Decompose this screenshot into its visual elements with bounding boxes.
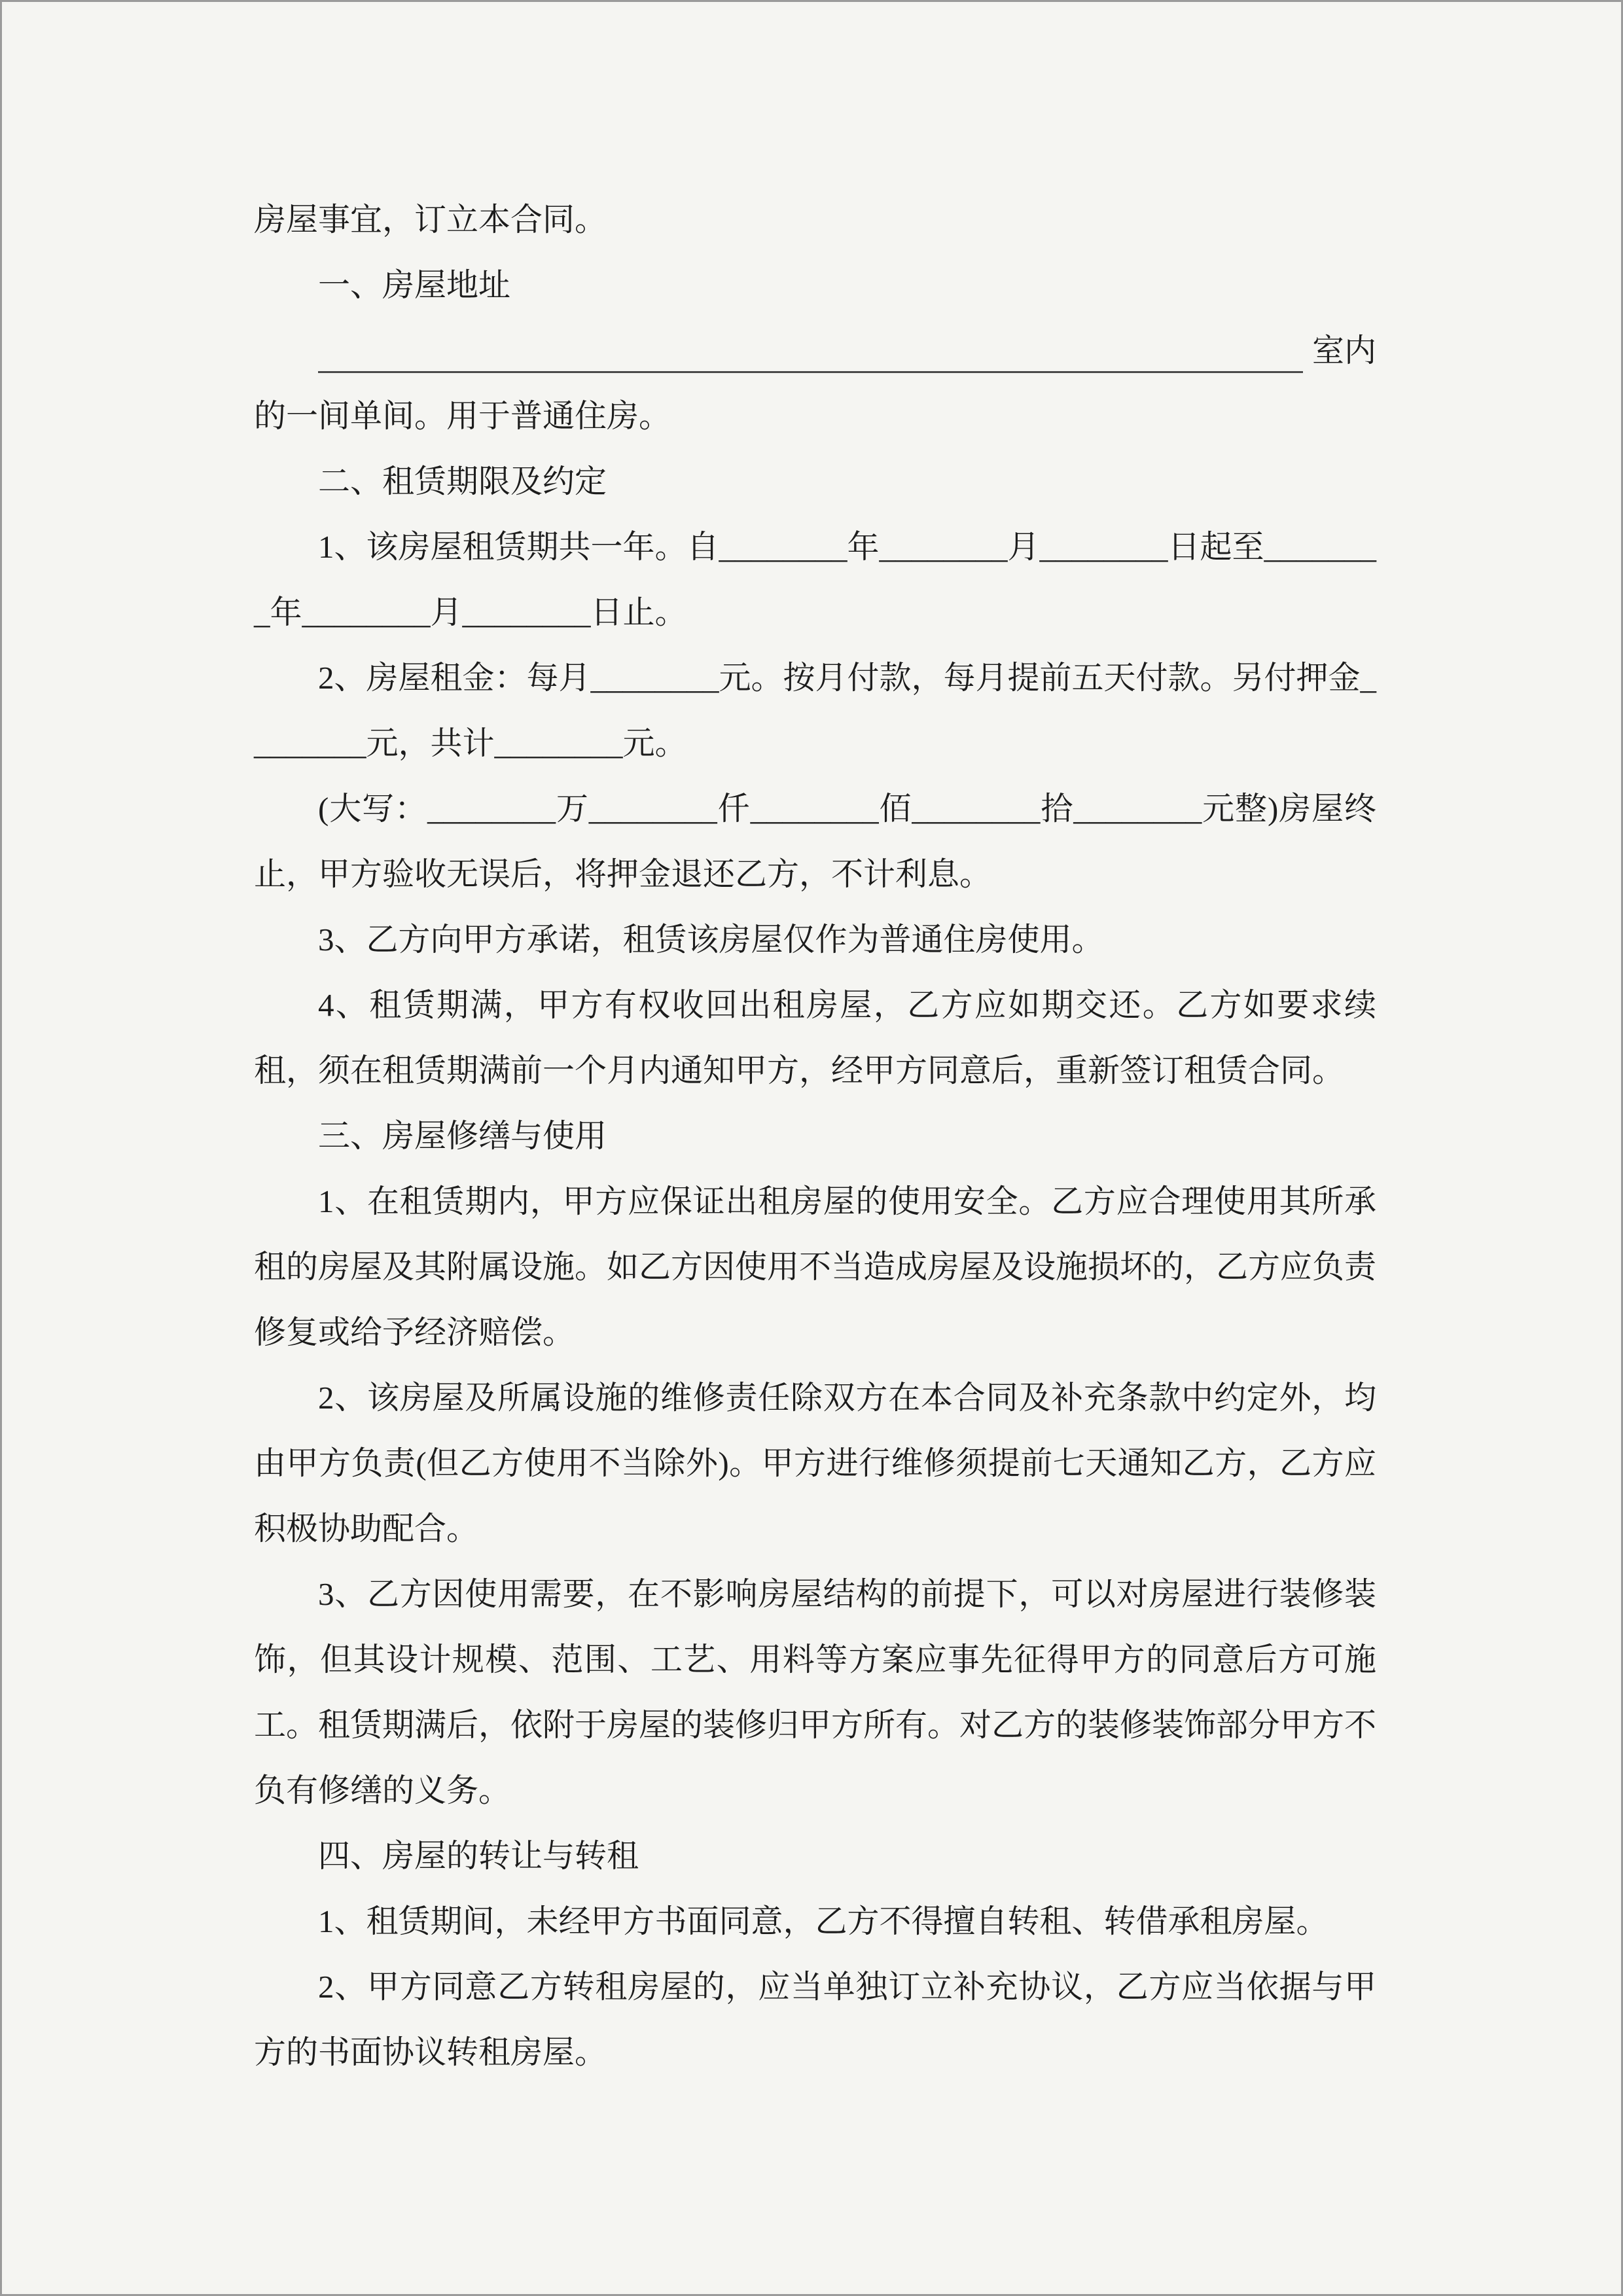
paragraph: 一、房屋地址 bbox=[318, 267, 511, 303]
paragraph: 4、租赁期满，甲方有权收回出租房屋，乙方应如期交还。乙方如要求续租，须在租赁期满前一个月内通知甲方，经甲方同意后，重新签订租赁合同。 bbox=[254, 987, 1376, 1088]
paragraph: 1、在租赁期内，甲方应保证出租房屋的使用安全。乙方应合理使用其所承租的房屋及其附属设施。如乙方因使用不当造成房屋及设施损坏的，乙方应负责修复或给予经济赔偿。 bbox=[254, 1183, 1377, 1350]
paragraph: 2、甲方同意乙方转租房屋的，应当单独订立补充协议，乙方应当依据与甲方的书面协议转租房屋。 bbox=[254, 1969, 1376, 2070]
paragraph: 2、房屋租金：每月________元。按月付款，每月提前五天付款。另付押金________元，共计________元。 bbox=[254, 660, 1377, 761]
address-label: 室内 bbox=[1311, 332, 1376, 368]
paragraph: 1、租赁期间，未经甲方书面同意，乙方不得擅自转租、转借承租房屋。 bbox=[318, 1903, 1329, 1939]
paragraph: 2、该房屋及所属设施的维修责任除双方在本合同及补充条款中约定外，均由甲方负责(但乙方使用不当除外)。甲方进行维修须提前七天通知乙方，乙方应积极协助配合。 bbox=[254, 1380, 1376, 1547]
paragraph: 3、乙方因使用需要，在不影响房屋结构的前提下，可以对房屋进行装修装饰，但其设计规模、范围、工艺、用料等方案应事先征得甲方的同意后方可施工。租赁期满后，依附于房屋的装修归甲方所有。对乙方的装修装饰部分甲方不负有修缮的义务。 bbox=[254, 1576, 1377, 1808]
paragraph: 的一间单间。用于普通住房。 bbox=[254, 398, 671, 434]
paragraph: 四、房屋的转让与转租 bbox=[318, 1838, 639, 1874]
blank-underline bbox=[318, 371, 1303, 373]
paragraph: (大写：________万________仟________佰________拾________元整)房屋终止，甲方验收无误后，将押金退还乙方，不计利息。 bbox=[254, 791, 1376, 892]
document-body bbox=[254, 187, 1376, 2085]
paragraph: 1、该房屋租赁期共一年。自________年________月________日起至________年________月________日止。 bbox=[254, 529, 1377, 630]
address-blank-line bbox=[254, 318, 1376, 384]
paragraph: 二、租赁期限及约定 bbox=[318, 463, 607, 499]
paragraph: 三、房屋修缮与使用 bbox=[318, 1118, 607, 1154]
paragraph: 房屋事宜，订立本合同。 bbox=[254, 202, 607, 238]
paragraph: 3、乙方向甲方承诺，租赁该房屋仅作为普通住房使用。 bbox=[318, 922, 1104, 958]
